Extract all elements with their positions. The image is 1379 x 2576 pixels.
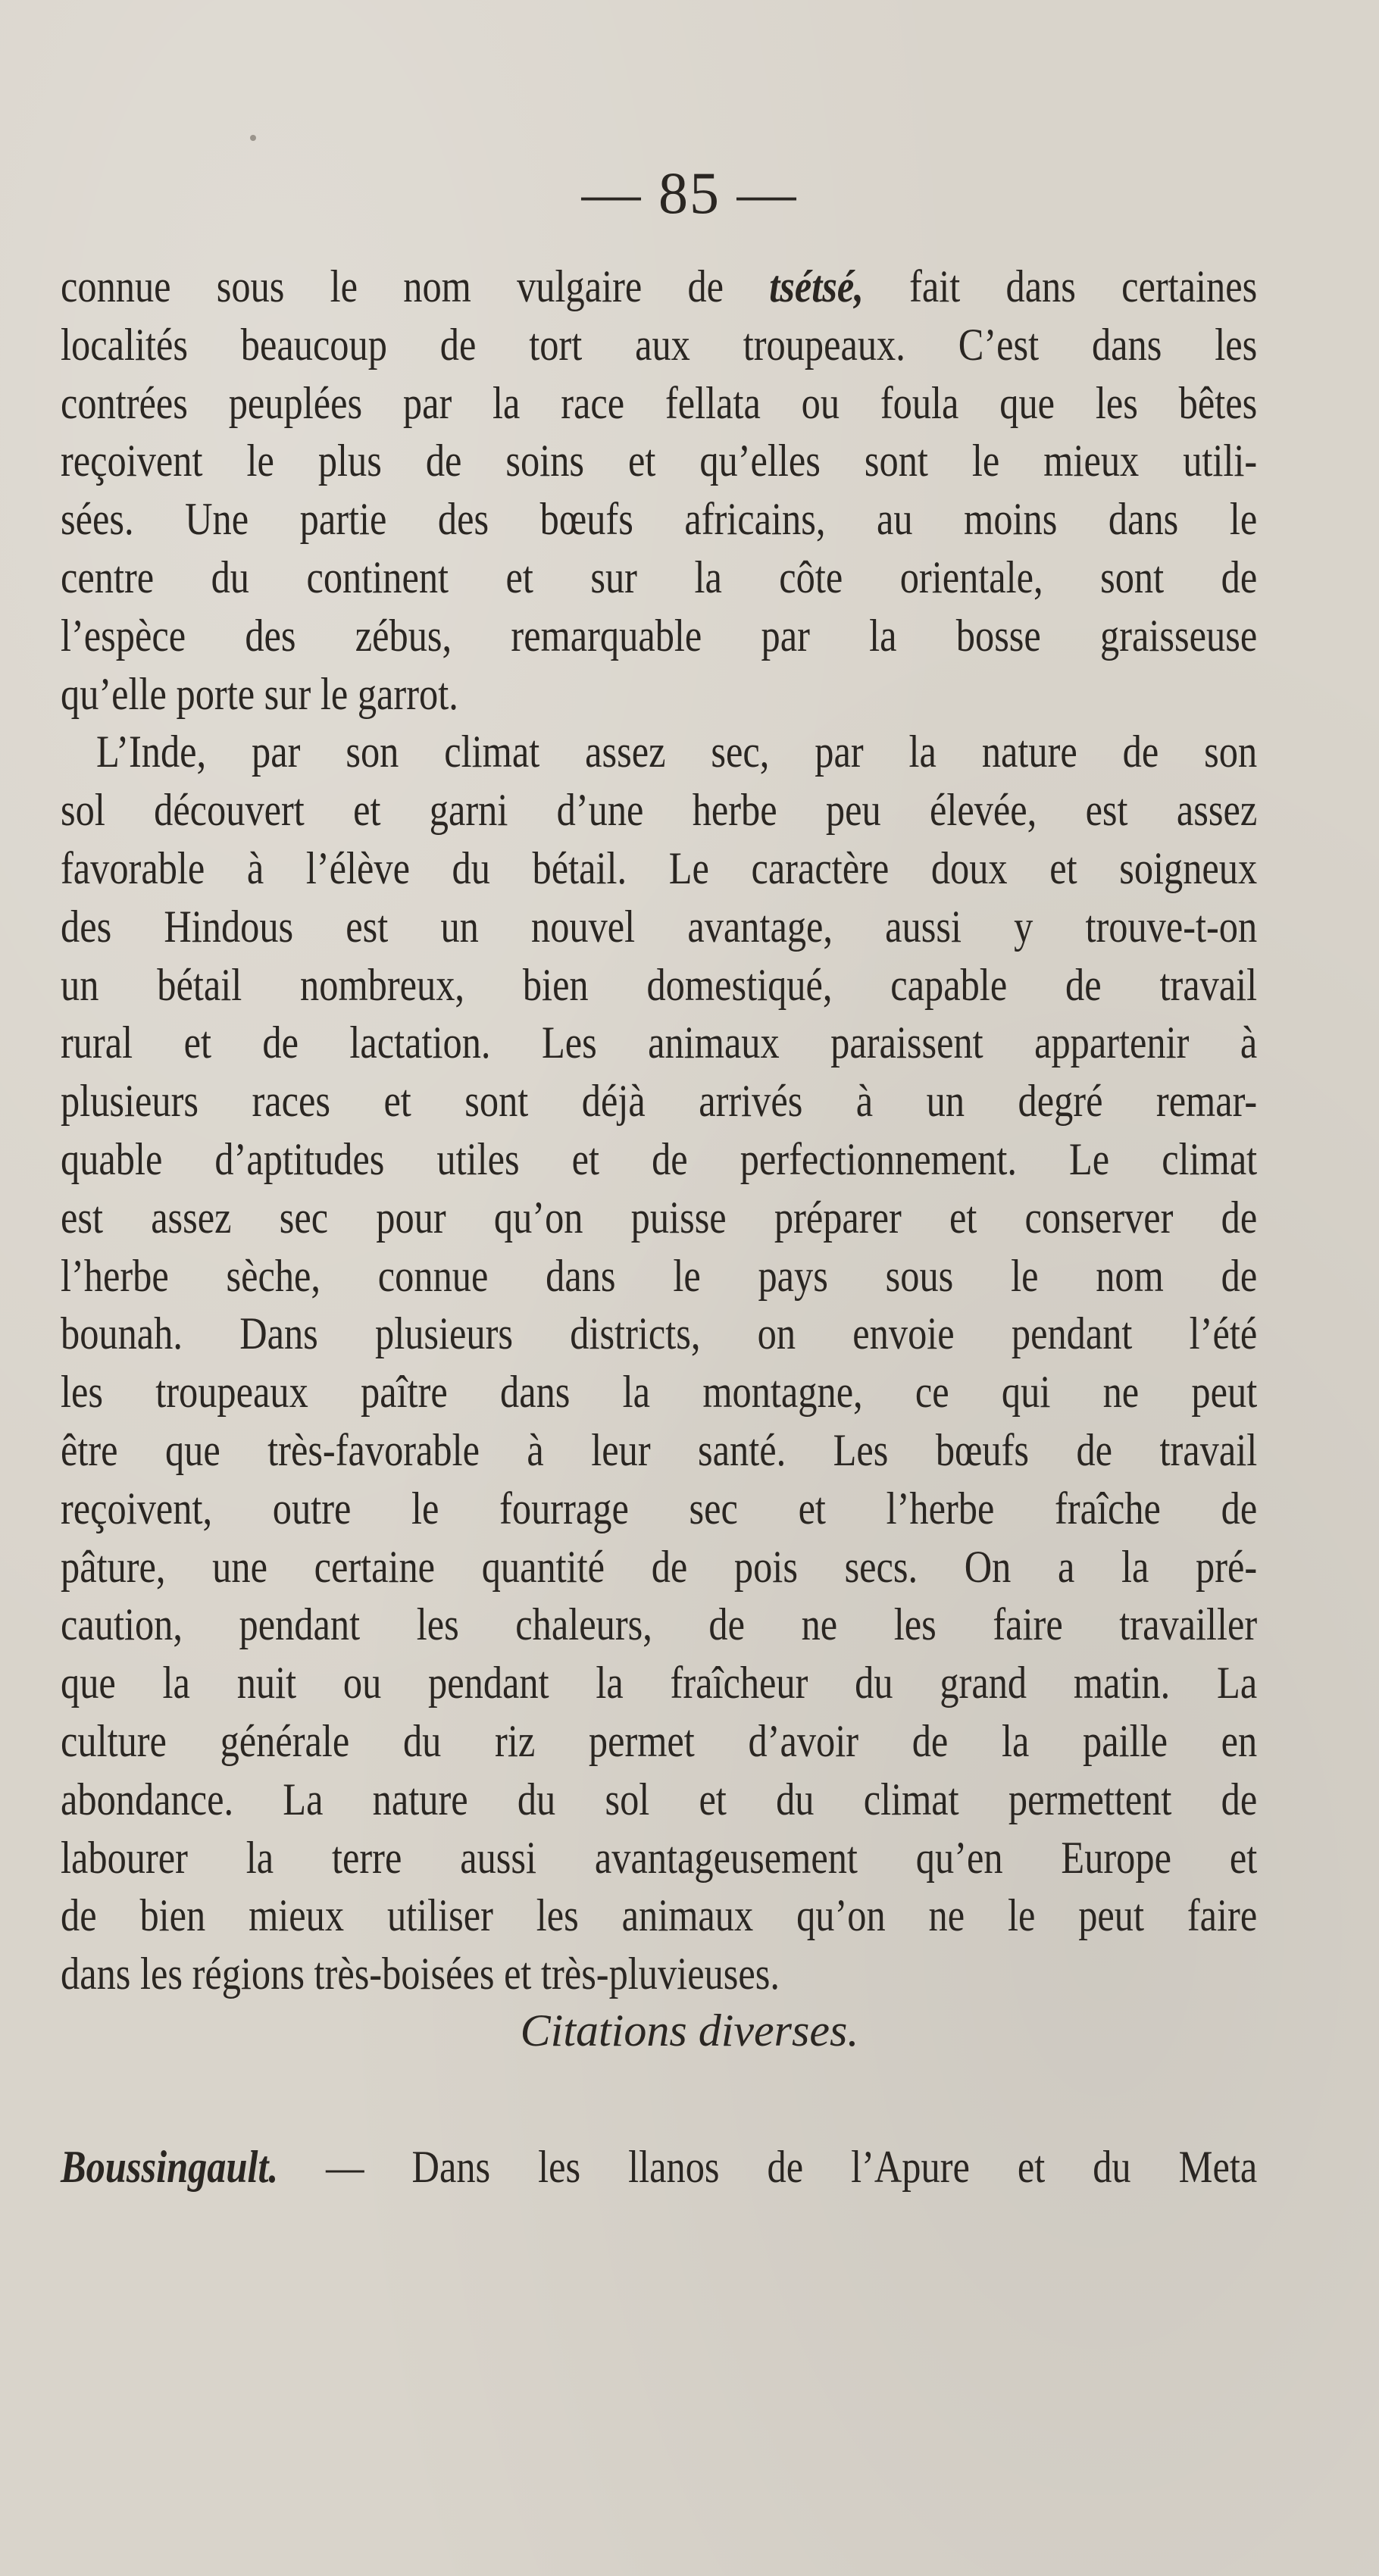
text-line: l’espèce des zébus, remarquable par la bosse graisseuse: [61, 610, 1258, 661]
text-line: de bien mieux utiliser les animaux qu’on ne le peut faire: [61, 1890, 1258, 1941]
text-line: des Hindous est un nouvel avantage, aussi y trouve-t-on: [61, 901, 1258, 952]
body-text: [61, 258, 1258, 2003]
paragraph-1: [61, 258, 1258, 723]
text-line: plusieurs races et sont déjà arrivés à un degré remar-: [61, 1076, 1258, 1127]
text-line: labourer la terre aussi avantageusement qu’en Europe et: [61, 1832, 1258, 1883]
text-line: caution, pendant les chaleurs, de ne les faire travailler: [61, 1599, 1258, 1650]
text-line: centre du continent et sur la côte orientale, sont de: [61, 552, 1258, 602]
text-line: culture générale du riz permet d’avoir de la paille en: [61, 1715, 1258, 1766]
text-line: l’herbe sèche, connue dans le pays sous le nom de: [61, 1250, 1258, 1301]
text-line: L’Inde, par son climat assez sec, par la nature de son: [96, 727, 1258, 777]
text-line: bounah. Dans plusieurs districts, on envoie pendant l’été: [61, 1308, 1258, 1359]
text-line: est assez sec pour qu’on puisse préparer et conserver de: [61, 1192, 1258, 1243]
text-line: être que très-favorable à leur santé. Les bœufs de travail: [61, 1424, 1258, 1475]
text-line: connue sous le nom vulgaire de tsétsé, fait dans certaines: [61, 261, 1258, 311]
paragraph-2: [61, 723, 1258, 2003]
text-line: sées. Une partie des bœufs africains, au moins dans le: [61, 494, 1258, 545]
text-line: rural et de lactation. Les animaux paraissent appartenir à: [61, 1018, 1258, 1068]
text-line: contrées peuplées par la race fellata ou foula que les bêtes: [61, 377, 1258, 428]
text-line: abondance. La nature du sol et du climat permettent de: [61, 1774, 1258, 1824]
page-number: — 85 —: [581, 160, 798, 226]
text-line: dans les régions très-boisées et très-pluvieuses.: [61, 1949, 780, 1999]
text-line: favorable à l’élève du bétail. Le caractère doux et soigneux: [61, 843, 1258, 893]
text-line: qu’elle porte sur le garrot.: [61, 668, 458, 719]
section-heading: Citations diverses.: [520, 2005, 859, 2055]
emphasized-term: tsétsé,: [769, 261, 864, 311]
text-line: reçoivent le plus de soins et qu’elles sont le mieux utili-: [61, 436, 1258, 486]
text-line: reçoivent, outre le fourrage sec et l’herbe fraîche de: [61, 1483, 1258, 1533]
print-speck: [250, 135, 256, 141]
text-line: un bétail nombreux, bien domestiqué, capable de travail: [61, 959, 1258, 1010]
text-line: les troupeaux paître dans la montagne, ce qui ne peut: [61, 1367, 1258, 1418]
text-line: sol découvert et garni d’une herbe peu élevée, est assez: [61, 785, 1258, 836]
text-line: que la nuit ou pendant la fraîcheur du grand matin. La: [61, 1658, 1258, 1708]
text-line: localités beaucoup de tort aux troupeaux. C’est dans les: [61, 319, 1258, 370]
author-name: Boussingault.: [61, 2142, 279, 2192]
text-line: quable d’aptitudes utiles et de perfectionnement. Le climat: [61, 1133, 1258, 1184]
text-line: pâture, une certaine quantité de pois secs. On a la pré-: [61, 1541, 1258, 1592]
text-line: Boussingault. — Dans les llanos de l’Apure et du Meta: [61, 2142, 1258, 2192]
